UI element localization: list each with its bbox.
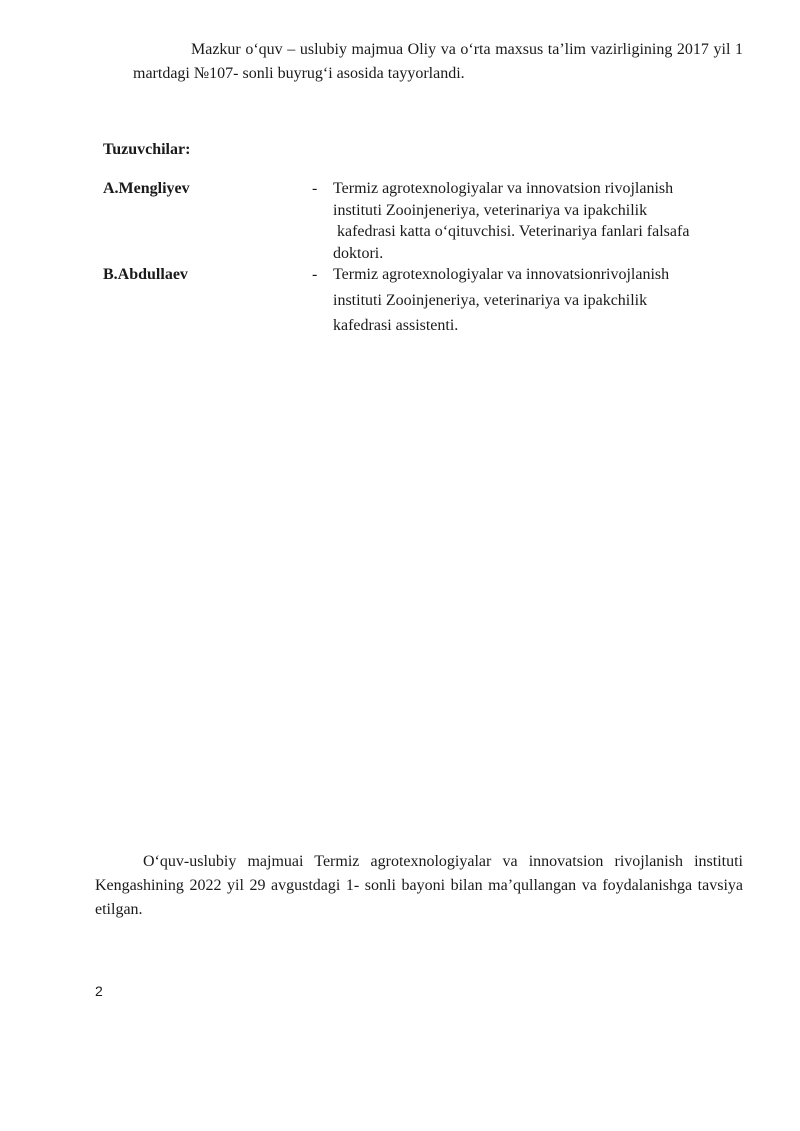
- author-description-line: instituti Zooinjeneriya, veterinariya va ipakchilik: [333, 292, 648, 309]
- author-description-line: Termiz agrotexnologiyalar va innovatsion rivojlanish: [333, 180, 674, 197]
- author-description-line: instituti Zooinjeneriya, veterinariya va ipakchilik: [333, 202, 648, 219]
- author-dash: -: [312, 266, 318, 283]
- approval-paragraph: O‘quv-uslubiy majmuai Termiz agrotexnologiyalar va innovatsion rivojlanish instituti Kengashining 2022 yil 29 avgustdagi 1- sonli bayoni bilan ma’qullangan va foydalanishga tavsiya etilgan.: [95, 853, 743, 918]
- page-number: 2: [95, 983, 103, 999]
- author-description-line: kafedrasi assistenti.: [333, 317, 459, 334]
- intro-paragraph: Mazkur o‘quv – uslubiy majmua Oliy va o‘rta maxsus ta’lim vazirligining 2017 yil 1 martdagi №107- sonli buyrug‘i asosida tayyorlandi.: [133, 41, 743, 82]
- author-name: A.Mengliyev: [103, 180, 190, 197]
- author-dash: -: [312, 180, 318, 197]
- authors-heading: Tuzuvchilar:: [103, 141, 191, 158]
- author-description-line: doktori.: [333, 245, 384, 262]
- author-name: B.Abdullaev: [103, 266, 188, 283]
- author-description-line: Termiz agrotexnologiyalar va innovatsionrivojlanish: [333, 266, 670, 283]
- author-description-line: kafedrasi katta o‘qituvchisi. Veterinariya fanlari falsafa: [337, 223, 690, 240]
